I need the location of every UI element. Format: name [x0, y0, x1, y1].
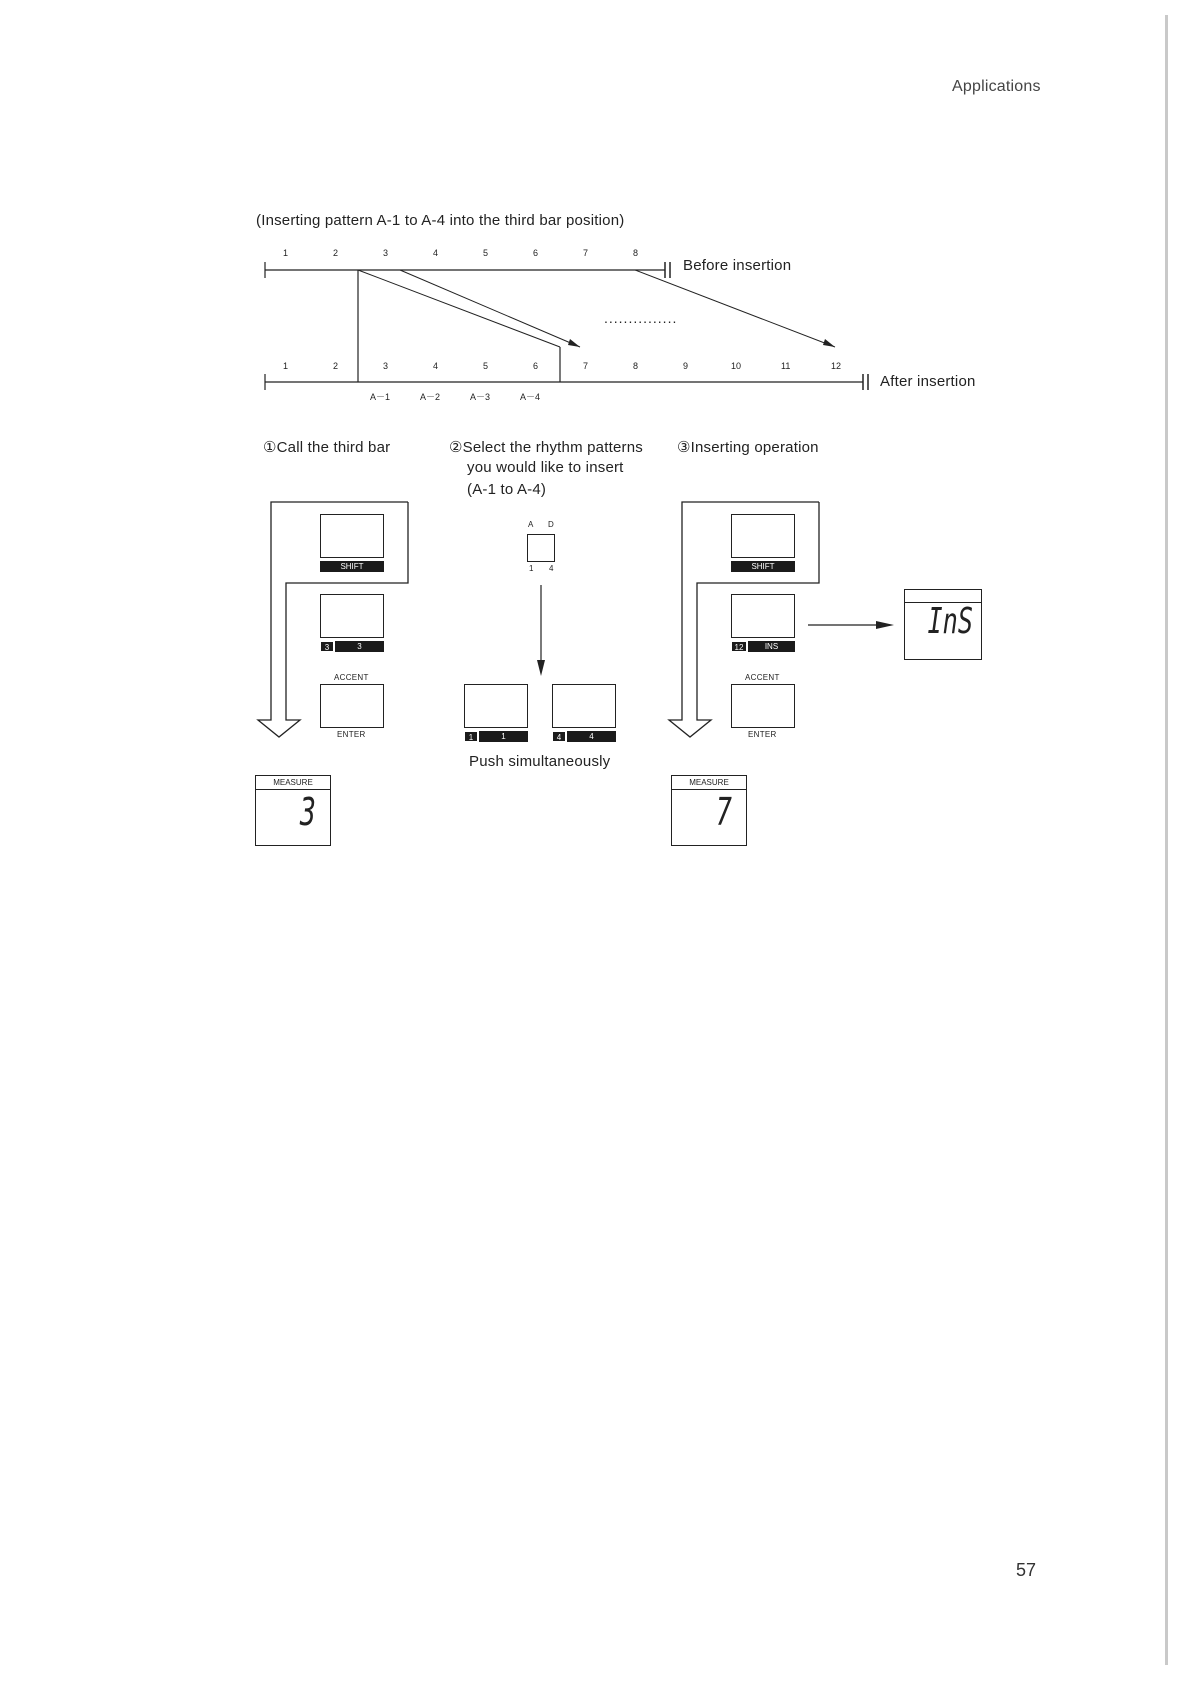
measure-value-step3: 7: [715, 790, 732, 834]
measure-label: MEASURE: [256, 776, 330, 790]
inserted-a4: A－4: [520, 392, 541, 402]
after-bar-1: 1: [283, 361, 289, 371]
dots-ellipsis: ...............: [604, 310, 678, 326]
key-1-number-box: 1: [464, 731, 478, 742]
after-bar-4: 4: [433, 361, 439, 371]
selector-label-a: A: [528, 520, 534, 529]
page-number: 57: [1016, 1560, 1037, 1580]
after-bar-7: 7: [583, 361, 589, 371]
key-12-number-box: 12: [731, 641, 747, 652]
selector-label-1: 1: [529, 564, 534, 573]
step1-title: ①Call the third bar: [263, 439, 391, 456]
shift-key-label: SHIFT: [320, 561, 384, 572]
before-bar-3: 3: [383, 248, 389, 258]
push-simultaneously-label: Push simultaneously: [469, 753, 611, 770]
selector-label-d: D: [548, 520, 555, 529]
before-bar-1: 1: [283, 248, 289, 258]
inserted-a1: A－1: [370, 392, 391, 402]
after-bar-2: 2: [333, 361, 339, 371]
selector-label-4: 4: [549, 564, 554, 573]
ins-display: [904, 589, 982, 660]
ins-key-label: INS: [748, 641, 795, 652]
key-4-number-box: 4: [552, 731, 566, 742]
after-bar-9: 9: [683, 361, 689, 371]
after-bar-5: 5: [483, 361, 489, 371]
after-bar-6: 6: [533, 361, 539, 371]
measure-display-step3: [671, 775, 747, 846]
measure-value: 3: [299, 790, 316, 834]
ins-key[interactable]: [731, 594, 795, 638]
before-bar-8: 8: [633, 248, 639, 258]
before-bar-6: 6: [533, 248, 539, 258]
step2-title-line1: ②Select the rhythm patterns: [449, 439, 643, 456]
before-insertion-label: Before insertion: [683, 257, 792, 274]
before-bar-5: 5: [483, 248, 489, 258]
before-bar-4: 4: [433, 248, 439, 258]
pattern-bank-selector[interactable]: [527, 534, 555, 562]
measure-label-step3: MEASURE: [672, 776, 746, 790]
inserted-a2: A－2: [420, 392, 441, 402]
enter-key-step3[interactable]: [731, 684, 795, 728]
step2-title-line3: (A-1 to A-4): [467, 481, 547, 498]
inserted-a3: A－3: [470, 392, 491, 402]
key-1[interactable]: [464, 684, 528, 728]
after-bar-11: 11: [781, 361, 791, 371]
step3-title: ③Inserting operation: [677, 439, 819, 456]
enter-label: ENTER: [337, 730, 366, 739]
ins-display-value: InS: [927, 601, 973, 642]
enter-key[interactable]: [320, 684, 384, 728]
measure-display-step1: [255, 775, 331, 846]
shift-key[interactable]: [320, 514, 384, 558]
key-3-number-box: 3: [320, 641, 334, 652]
after-bar-8: 8: [633, 361, 639, 371]
key-3[interactable]: [320, 594, 384, 638]
after-bar-12: 12: [831, 361, 842, 371]
enter-label-step3: ENTER: [748, 730, 777, 739]
running-header: Applications: [952, 78, 1041, 95]
after-insertion-label: After insertion: [880, 373, 976, 390]
after-bar-10: 10: [731, 361, 742, 371]
before-bar-2: 2: [333, 248, 339, 258]
after-bar-3: 3: [383, 361, 389, 371]
accent-label-step3: ACCENT: [745, 673, 780, 682]
shift-key-step3[interactable]: [731, 514, 795, 558]
key-4-label: 4: [567, 731, 616, 742]
before-bar-7: 7: [583, 248, 589, 258]
key-4[interactable]: [552, 684, 616, 728]
diagram-caption: (Inserting pattern A-1 to A-4 into the third bar position): [256, 212, 625, 229]
key-1-label: 1: [479, 731, 528, 742]
step2-title-line2: you would like to insert: [467, 459, 624, 476]
key-3-label: 3: [335, 641, 384, 652]
accent-label: ACCENT: [334, 673, 369, 682]
shift-key-step3-label: SHIFT: [731, 561, 795, 572]
